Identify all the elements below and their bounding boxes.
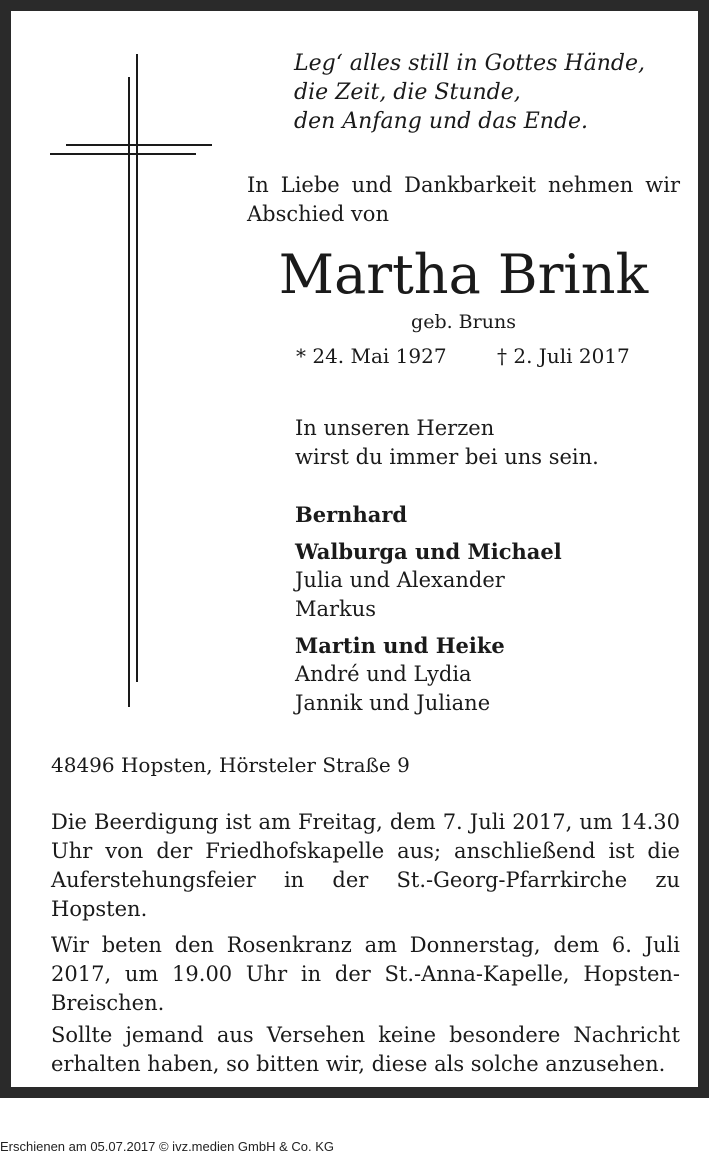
family-head: Bernhard [295, 502, 408, 527]
family-member: Jannik und Juliane [295, 691, 491, 715]
family-member: Julia und Alexander [295, 568, 505, 592]
death-date: † 2. Juli 2017 [497, 344, 630, 368]
born-name: geb. Bruns [411, 311, 516, 333]
poem [294, 49, 645, 136]
intro-text: In Liebe und Dankbarkeit nehmen wir Abschied von [247, 173, 680, 226]
family-head: Martin und Heike [295, 633, 505, 658]
poem-line: die Zeit, die Stunde, [294, 80, 521, 105]
verse-line: In unseren Herzen [295, 416, 495, 440]
verse [295, 414, 599, 472]
address: 48496 Hopsten, Hörsteler Straße 9 [51, 753, 410, 777]
family-member: Markus [295, 597, 377, 621]
birth-date: * 24. Mai 1927 [296, 344, 447, 368]
family-group-1 [295, 500, 407, 529]
notice-text: Sollte jemand aus Versehen keine besondere Nachricht erhalten haben, so bitten wir, diese als solche anzusehen. [51, 1023, 680, 1076]
family-head: Walburga und Michael [295, 539, 562, 564]
publication-footer: Erschienen am 05.07.2017 © ivz.medien GmbH & Co. KG [0, 1139, 335, 1154]
family-member: André und Lydia [295, 662, 472, 686]
rosary-info: Wir beten den Rosenkranz am Donnerstag, dem 6. Juli 2017, um 19.00 Uhr in der St.-Anna-Kapelle, Hopsten-Breischen. [51, 933, 680, 1015]
poem-line: den Anfang und das Ende. [294, 109, 589, 134]
deceased-name: Martha Brink [278, 243, 649, 306]
family-group-3 [295, 631, 505, 718]
poem-line: Leg‘ alles still in Gottes Hände, [294, 51, 645, 76]
verse-line: wirst du immer bei uns sein. [295, 445, 599, 469]
family-group-2 [295, 537, 562, 624]
funeral-info: Die Beerdigung ist am Freitag, dem 7. Juli 2017, um 14.30 Uhr von der Friedhofskapelle aus; anschließend ist die Auferstehungsfeier in der St.-Georg-Pfarrkirche zu Hopsten. [51, 810, 680, 921]
